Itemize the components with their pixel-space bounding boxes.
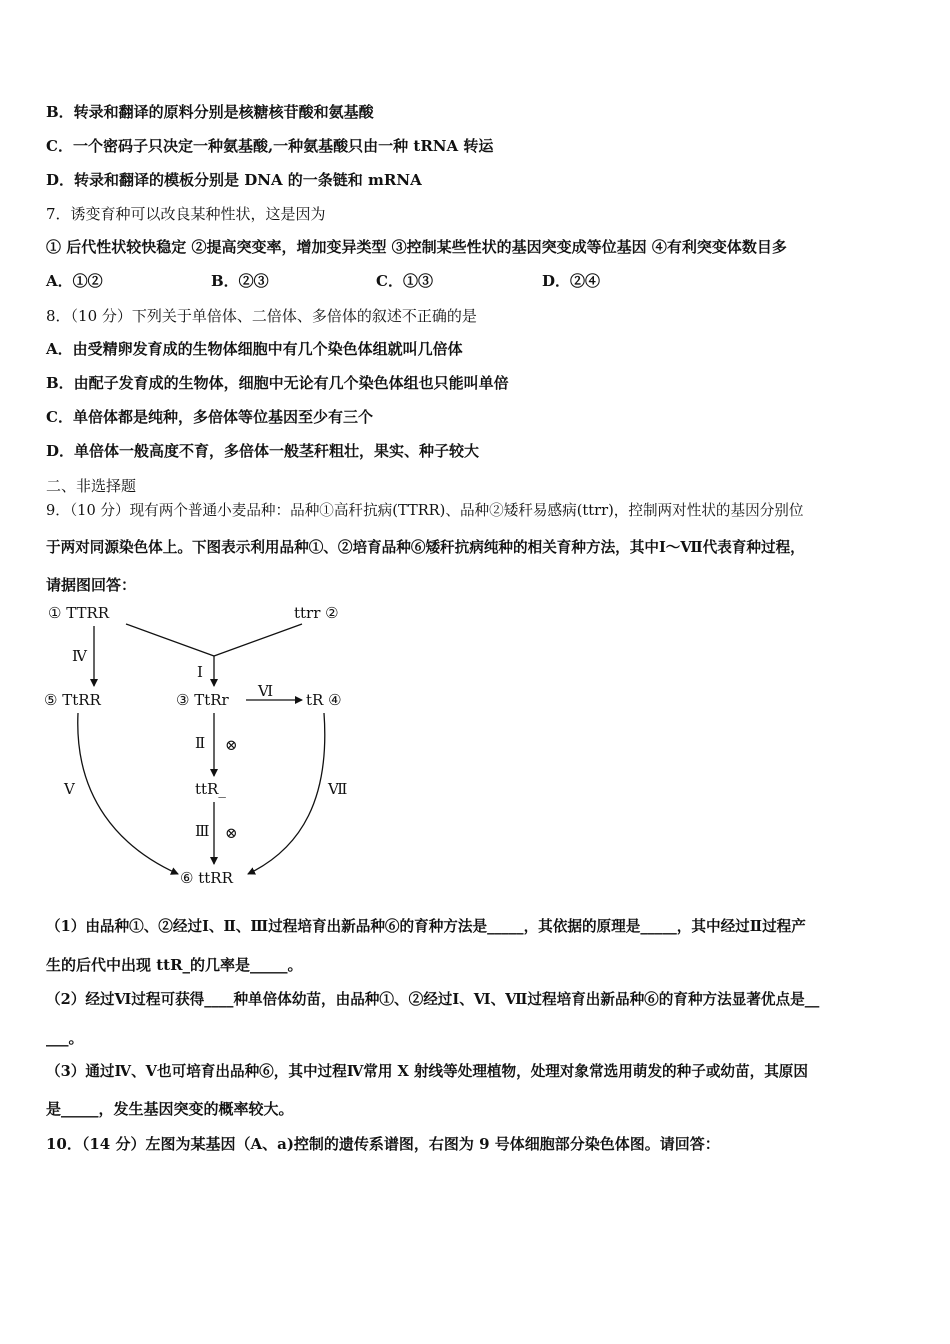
arrow-vii [248,713,325,874]
q6-option-c: C．一个密码子只决定一种氨基酸,一种氨基酸只由一种 tRNA 转运 [46,137,494,155]
q9-stem-line2: 于两对同源染色体上。下图表示利用品种①、②培育品种⑥矮秆抗病纯种的相关育种方法，其中Ⅰ～Ⅶ代表育种过程， [46,539,805,556]
q9-part3-line2: 是_____，发生基因突变的概率较大。 [46,1100,294,1118]
q8-stem: 8．（10 分）下列关于单倍体、二倍体、多倍体的叙述不正确的是 [46,307,477,325]
q6-option-d: D．转录和翻译的模板分别是 DNA 的一条链和 mRNA [46,171,422,189]
q6-option-b: B．转录和翻译的原料分别是核糖核苷酸和氨基酸 [46,103,374,121]
label-iii: Ⅲ [195,822,210,840]
q8-option-c: C．单倍体都是纯种，多倍体等位基因至少有三个 [46,408,373,426]
section-heading: 二、非选择题 [46,477,137,495]
node-4: tR ④ [306,691,342,709]
label-v: Ⅴ [64,780,75,798]
label-i: Ⅰ [197,663,203,681]
node-3: ③ TtRr [176,691,229,709]
node-2: ttrr ② [294,604,339,622]
node-6: ⑥ ttRR [180,869,233,887]
q8-option-b: B．由配子发育成的生物体，细胞中无论有几个染色体组也只能叫单倍 [46,374,509,392]
q9-stem-line1: 9．（10 分）现有两个普通小麦品种：品种①高秆抗病(TTRR)、品种②矮秆易感病(ttrr)，控制两对性状的基因分别位 [46,502,804,519]
label-vii: Ⅶ [328,780,348,798]
label-ii: Ⅱ [195,734,206,752]
cross-line-right [214,624,302,656]
q7-option-c: C．①③ [376,272,433,290]
label-vi: Ⅵ [258,682,274,700]
q7-stem: 7．诱变育种可以改良某种性状，这是因为 [46,205,326,223]
node-intermediate: ttR_ [195,780,226,798]
q9-part1-line2: 生的后代中出现 ttR_的几率是_____。 [46,956,303,974]
arrow-v [78,713,178,874]
q9-stem-line3: 请据图回答： [46,576,137,594]
selfing-icon: ⊗ [225,824,238,842]
breeding-diagram [40,598,370,898]
q9-part1-line1: （1）由品种①、②经过Ⅰ、Ⅱ、Ⅲ过程培育出新品种⑥的育种方法是_____，其依据的原理是_____，其中经过Ⅱ过程产 [46,918,806,935]
label-iv: Ⅳ [72,647,87,665]
q9-part3-line1: （3）通过Ⅳ、Ⅴ也可培育出品种⑥，其中过程Ⅳ常用 X 射线等处理植物，处理对象常选用萌发的种子或幼苗，其原因 [46,1063,808,1080]
q7-option-d: D．②④ [542,272,601,290]
q9-part2-line1: （2）经过Ⅵ过程可获得____种单倍体幼苗，由品种①、②经过Ⅰ、Ⅵ、Ⅶ过程培育出新品种⑥的育种方法显著优点是__ [46,991,820,1008]
q7-options [46,271,906,291]
q8-option-d: D．单倍体一般高度不育，多倍体一般茎秆粗壮，果实、种子较大 [46,442,480,460]
node-5: ⑤ TtRR [44,691,101,709]
q10-stem [46,1134,906,1154]
q7-statements: ① 后代性状较快稳定 ②提高突变率，增加变异类型 ③控制某些性状的基因突变成等位基因 ④有利突变体数目多 [46,238,787,256]
q8-option-a: A．由受精卵发育成的生物体细胞中有几个染色体组就叫几倍体 [46,340,463,358]
q9-part2-line2: ___。 [46,1029,84,1047]
q7-option-a: A．①② [46,272,103,290]
q10-text: 10．（14 分）左图为某基因（A、a)控制的遗传系谱图，右图为 9 号体细胞部分染色体图。请回答： [46,1135,720,1153]
node-1: ① TTRR [48,604,110,622]
selfing-icon: ⊗ [225,736,238,754]
q7-option-b: B．②③ [211,272,269,290]
cross-line-left [126,624,214,656]
